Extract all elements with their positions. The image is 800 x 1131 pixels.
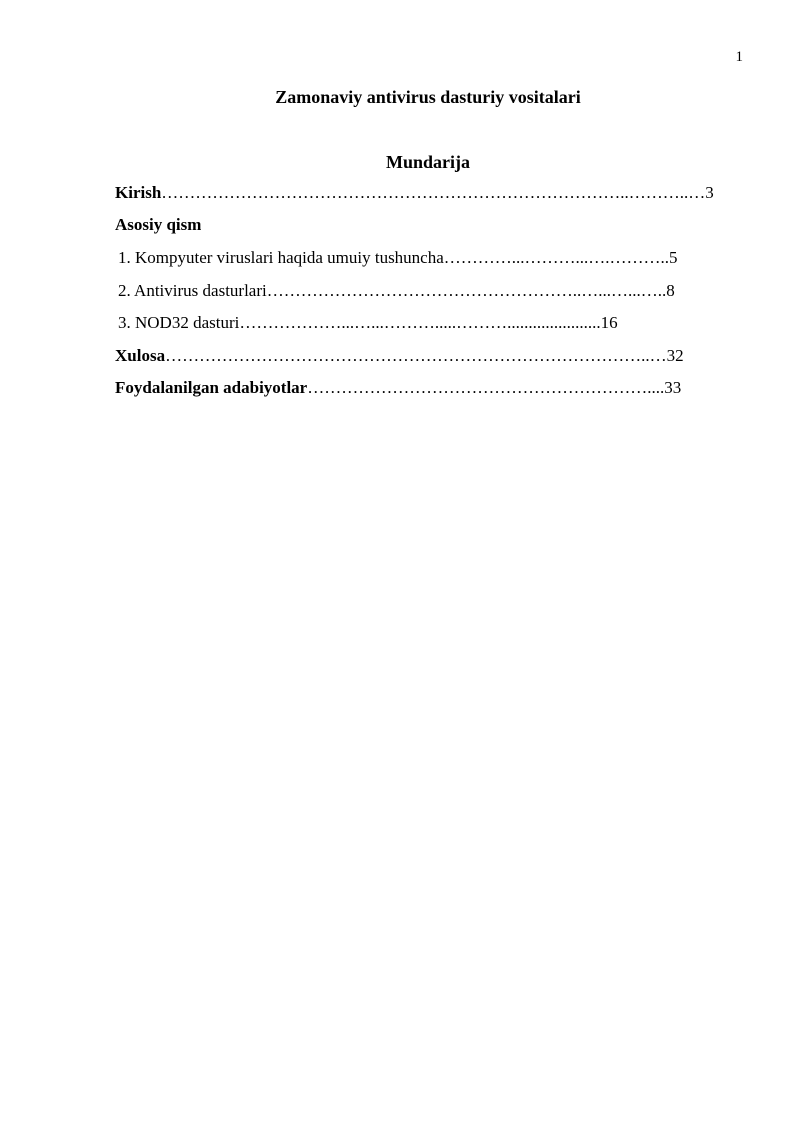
toc-entry-page: 33 [664,378,682,397]
toc-entry-nod32-dasturi[interactable] [118,313,618,333]
toc-entry-leader: …………………………………………………….... [307,378,665,397]
toc-entry-leader: ………………………………………………………………………..………..… [161,183,706,202]
toc-entry-xulosa[interactable] [115,346,684,366]
toc-entry-label: Foydalanilgan adabiyotlar [115,378,308,397]
toc-heading: Mundarija [385,152,470,172]
toc-entry-label: 1. Kompyuter viruslari haqida umuiy tushuncha [118,248,444,267]
toc-entry-kirish[interactable] [115,183,714,203]
toc-entry-label: Asosiy qism [115,215,202,234]
toc-entry-page: 3 [705,183,714,202]
toc-entry-page: 5 [669,248,678,267]
toc-entry-label: Xulosa [115,346,166,365]
toc-entry-leader: …………...………...….……….. [443,248,670,267]
toc-entry-page: 32 [666,346,684,365]
toc-entry-label: 3. NOD32 dasturi [118,313,240,332]
page-number: 1 [735,49,743,65]
toc-entry-leader: ………………………………………………..…...…...….. [266,281,667,300]
toc-entry-page: 8 [666,281,675,300]
toc-entry-label: 2. Antivirus dasturlari [118,281,267,300]
toc-entry-leader: …………………………………………………………………………..… [165,346,667,365]
toc-entry-page: 16 [600,313,618,332]
toc-entry-kompyuter-viruslari[interactable] [118,248,678,268]
toc-entry-foydalanilgan-adabiyotlar[interactable] [115,378,681,398]
toc-entry-antivirus-dasturlari[interactable] [118,281,675,301]
document-title: Zamonaviy antivirus dasturiy vositalari [275,87,581,107]
toc-entry-label: Kirish [115,183,162,202]
toc-entry-leader: ………………...…...……….....………...................... [239,313,601,332]
toc-entry-asosiy-qism[interactable] [115,215,201,235]
